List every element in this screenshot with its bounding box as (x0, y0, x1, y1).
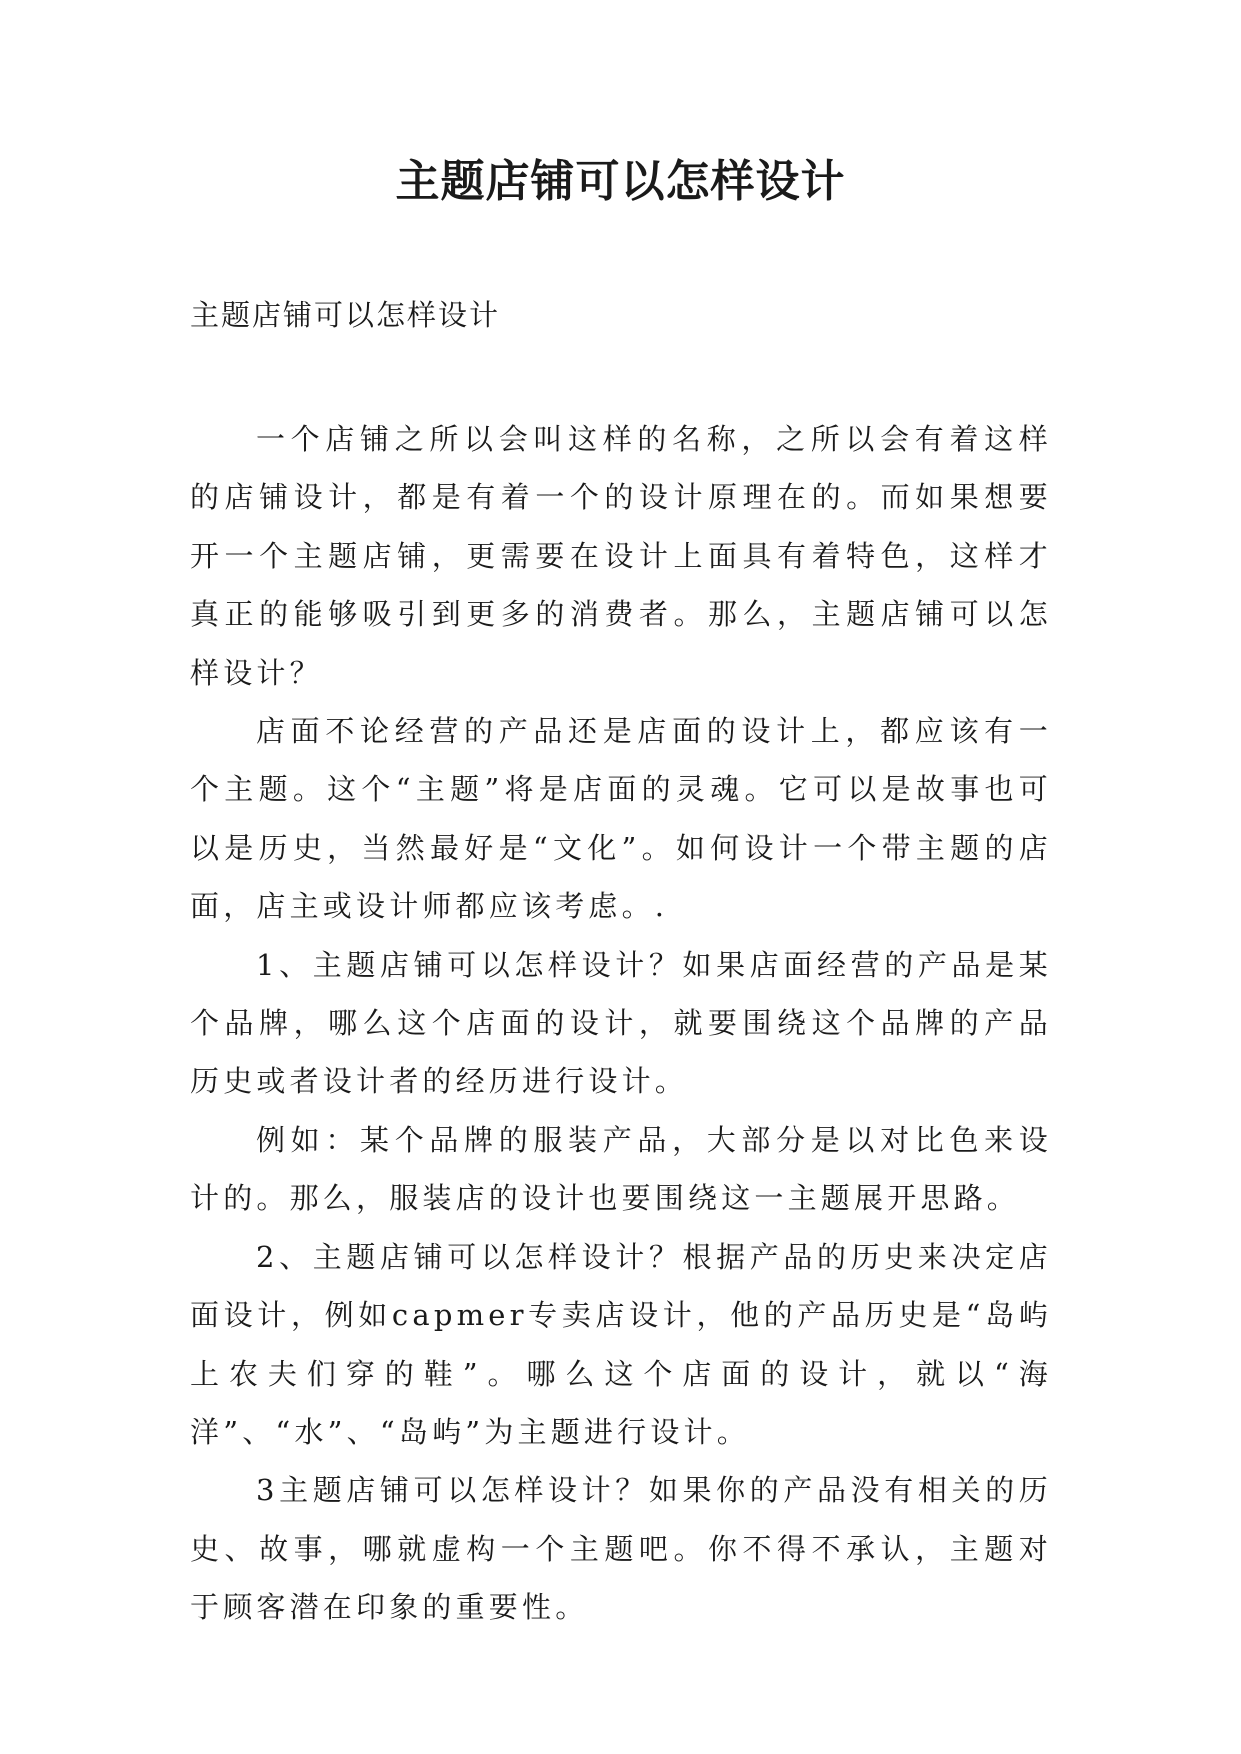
paragraph: 1、主题店铺可以怎样设计？如果店面经营的产品是某个品牌，哪么这个店面的设计，就要围绕这个品牌的产品历史或者设计者的经历进行设计。 (190, 947, 1052, 1099)
document-subtitle: 主题店铺可以怎样设计 (190, 298, 501, 332)
paragraph: 店面不论经营的产品还是店面的设计上，都应该有一个主题。这个“主题”将是店面的灵魂。它可以是故事也可以是历史，当然最好是“文化”。如何设计一个带主题的店面，店主或设计师都应该考虑。. (190, 714, 1052, 924)
paragraph: 例如：某个品牌的服装产品，大部分是以对比色来设计的。那么，服装店的设计也要围绕这一主题展开思路。 (190, 1122, 1052, 1216)
paragraph: 2、主题店铺可以怎样设计？根据产品的历史来决定店面设计，例如capmer专卖店设计，他的产品历史是“岛屿上农夫们穿的鞋”。哪么这个店面的设计，就以“海洋”、“水”、“岛屿”为主题进行设计。 (190, 1239, 1052, 1449)
document-title: 主题店铺可以怎样设计 (395, 156, 846, 207)
paragraph: 一个店铺之所以会叫这样的名称，之所以会有着这样的店铺设计，都是有着一个的设计原理在的。而如果想要开一个主题店铺，更需要在设计上面具有着特色，这样才真正的能够吸引到更多的消费者。那么，主题店铺可以怎样设计？ (190, 422, 1052, 690)
document-body (190, 410, 1052, 1637)
paragraph: 3主题店铺可以怎样设计？如果你的产品没有相关的历史、故事，哪就虚构一个主题吧。你不得不承认，主题对于顾客潜在印象的重要性。 (190, 1473, 1052, 1625)
